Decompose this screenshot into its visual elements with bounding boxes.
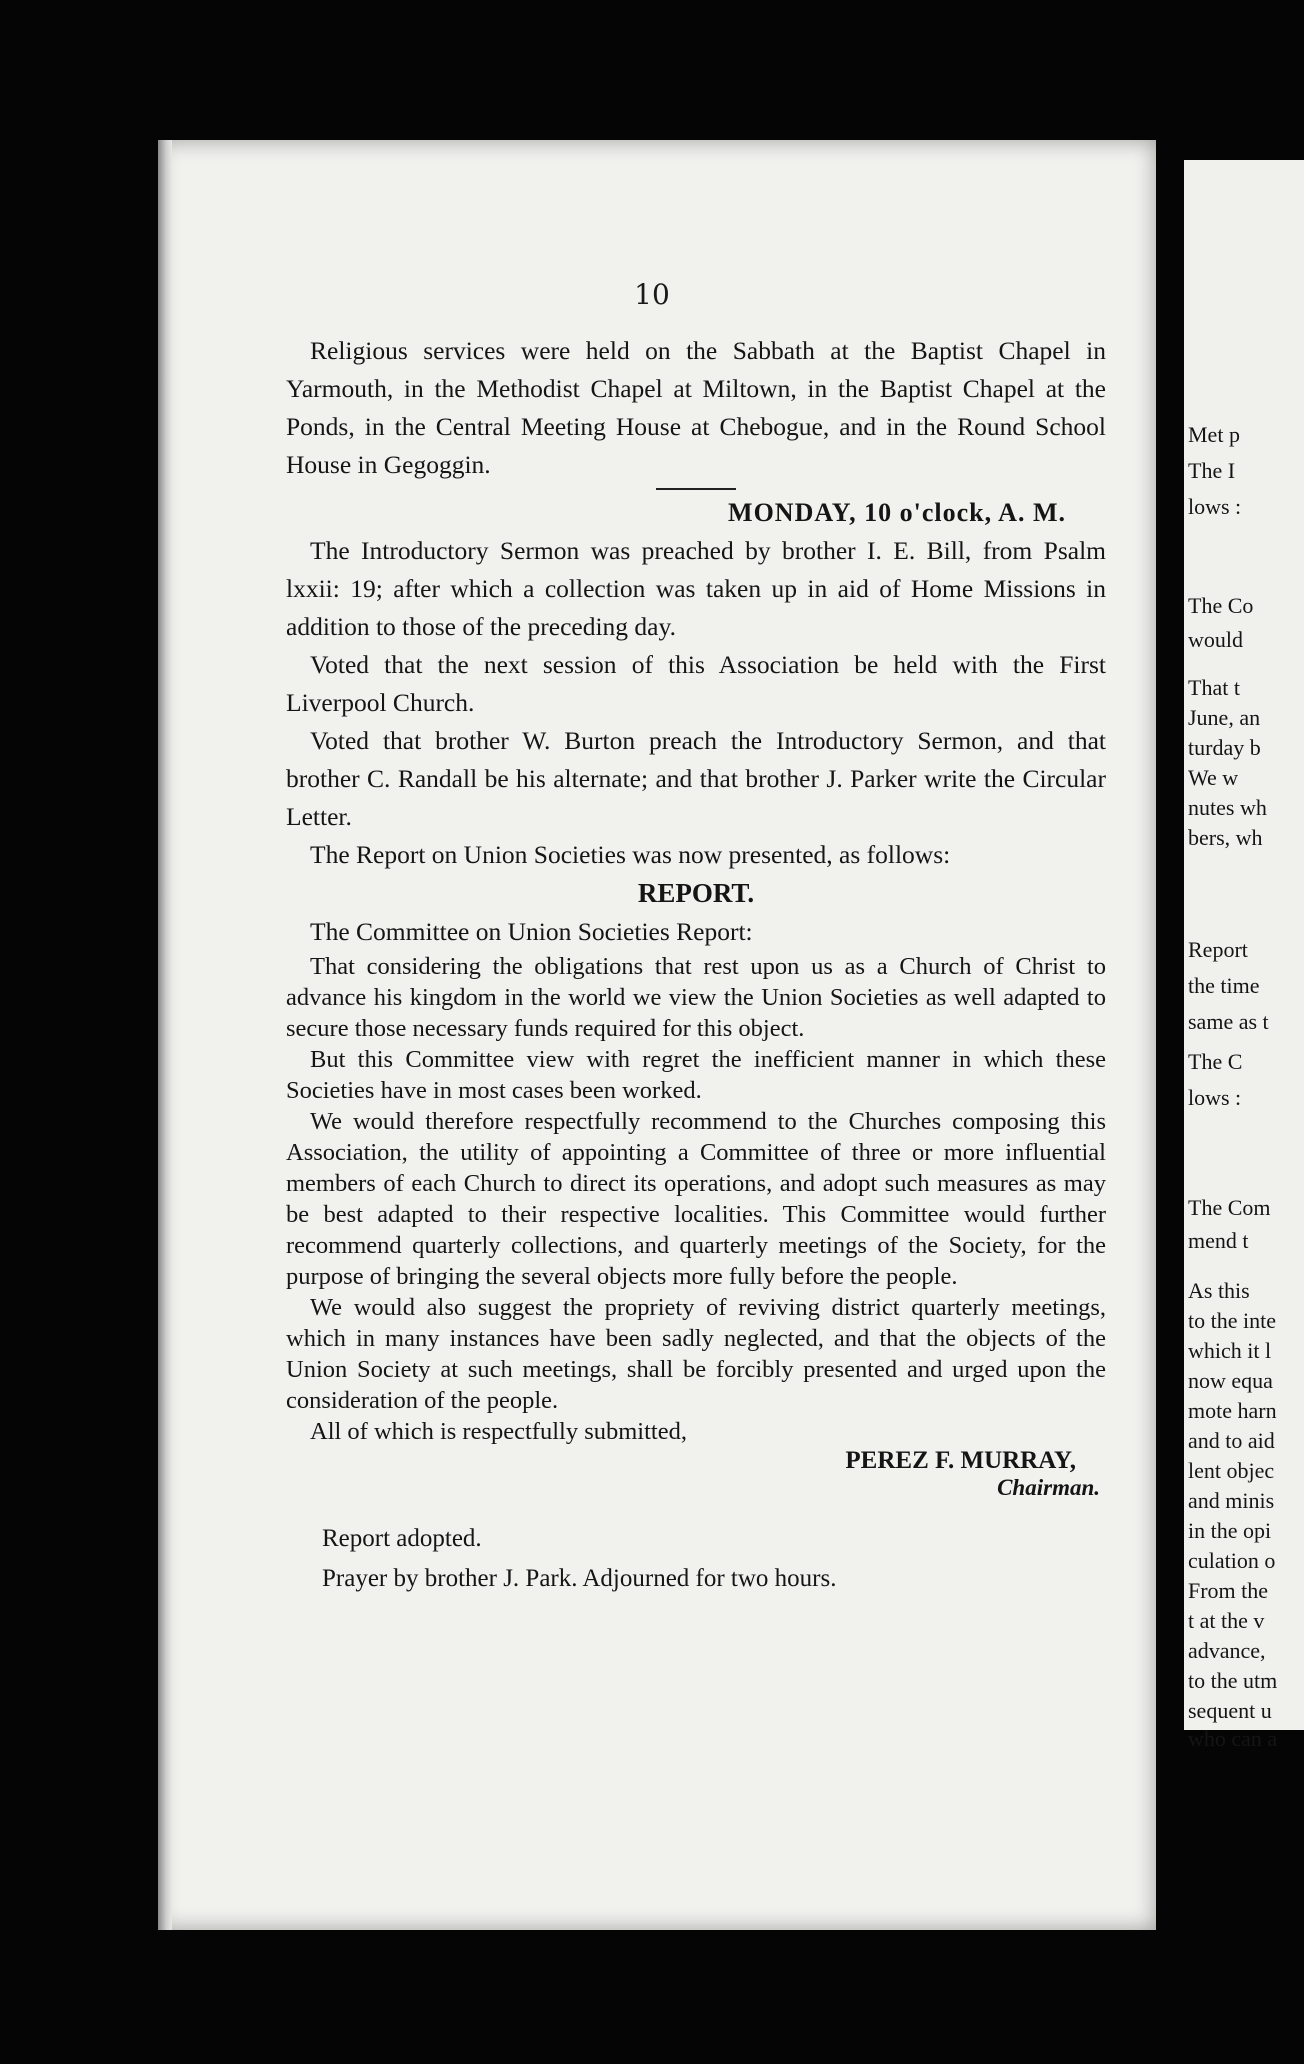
right-page-fragment: Met p <box>1188 422 1240 447</box>
page-number: 10 <box>634 278 670 311</box>
right-page-fragment: lows : <box>1188 1085 1242 1110</box>
right-page-fragment: in the opi <box>1188 1518 1272 1543</box>
report-paragraph: But this Committee view with regret the inefficient manner in which these Societies have in most cases been worked. <box>286 1046 1106 1104</box>
right-page-fragment: The I <box>1188 458 1236 483</box>
paragraph-introductory-sermon: The Introductory Sermon was preached by brother I. E. Bill, from Psalm lxxii: 19; after which a collection was taken up in aid of Home Missions in addition to those of the preceding day. <box>286 536 1106 641</box>
signature: PEREZ F. MURRAY, <box>845 1447 1076 1474</box>
report-title: REPORT. <box>637 878 755 908</box>
right-page-fragment: June, an <box>1188 705 1261 730</box>
right-page-fragment: and to aid <box>1188 1428 1275 1453</box>
right-page-fragment: That t <box>1188 675 1240 700</box>
monday-heading: MONDAY, 10 o'clock, A. M. <box>728 498 1066 527</box>
right-page-fragment: We w <box>1188 765 1239 790</box>
right-page-fragment: bers, wh <box>1188 825 1263 850</box>
right-page-fragment: now equa <box>1188 1368 1273 1393</box>
right-page-fragment: to the utm <box>1188 1668 1278 1693</box>
right-page-fragment: culation o <box>1188 1548 1276 1573</box>
right-page-fragment: turday b <box>1188 735 1261 760</box>
right-page-fragment: sequent u <box>1188 1698 1272 1723</box>
section-divider <box>656 488 736 490</box>
signature-title: Chairman. <box>997 1475 1100 1500</box>
report-paragraph: We would also suggest the propriety of reviving district quarterly meetings, which in many instances have been sadly neglected, and that the objects of the Union Society at such meetings, shall be forcibly presented and urged upon the consideration of the people. <box>286 1294 1106 1414</box>
report-paragraph: That considering the obligations that rest upon us as a Church of Christ to advance his kingdom in the world we view the Union Societies as well adapted to secure those necessary funds required for this object. <box>286 953 1106 1042</box>
right-page-fragment: same as t <box>1188 1009 1269 1034</box>
prayer-adjourned: Prayer by brother J. Park. Adjourned for two hours. <box>322 1565 837 1592</box>
report-paragraph: We would therefore respectfully recommend to the Churches composing this Association, the utility of appointing a Committee of three or more influential members of each Church to direct its operations, and adopt such measures as may be best adapted to their respective localities. This Committee would further recommend quarterly collections, and quarterly meetings of the Society, for the purpose of bringing the several objects more fully before the people. <box>286 1108 1106 1290</box>
right-page-fragment: which it l <box>1188 1338 1272 1363</box>
right-page-fragment: lent objec <box>1188 1458 1275 1483</box>
right-page-fragment: who can a <box>1188 1726 1278 1751</box>
right-page-fragment: mote harn <box>1188 1398 1277 1423</box>
right-page-fragment: The Co <box>1188 593 1254 618</box>
paragraph-report-presented: The Report on Union Societies was now presented, as follows: <box>310 840 951 869</box>
right-page-fragment: From the <box>1188 1578 1269 1603</box>
right-page-fragment: would <box>1188 627 1243 652</box>
right-page-fragment: The Com <box>1188 1195 1271 1220</box>
right-page-edge <box>1184 160 1304 1751</box>
report-intro: The Committee on Union Societies Report: <box>310 917 753 946</box>
right-page-fragment: mend t <box>1188 1228 1249 1253</box>
right-page-fragment: advance, <box>1188 1638 1266 1663</box>
right-page-fragment: the time <box>1188 973 1260 998</box>
paragraph-preacher-vote: Voted that brother W. Burton preach the Introductory Sermon, and that brother C. Randall be his alternate; and that brother J. Parker write the Circular Letter. <box>286 726 1106 831</box>
right-page-fragment: nutes wh <box>1188 795 1267 820</box>
report-adopted: Report adopted. <box>322 1525 482 1552</box>
report-paragraph: All of which is respectfully submitted, <box>310 1418 687 1445</box>
right-page-fragment: As this <box>1188 1278 1250 1303</box>
right-page-fragment: t at the v <box>1188 1608 1265 1633</box>
page-body <box>286 332 1106 1599</box>
right-page-fragment: and minis <box>1188 1488 1275 1513</box>
paragraph-next-session: Voted that the next session of this Association be held with the First Liverpool Church. <box>286 650 1106 717</box>
page-gutter <box>158 140 172 1930</box>
right-page-fragment: lows : <box>1188 494 1242 519</box>
right-page-fragment: The C <box>1188 1049 1243 1074</box>
right-page-fragment: to the inte <box>1188 1308 1276 1333</box>
paragraph-religious-services: Religious services were held on the Sabbath at the Baptist Chapel in Yarmouth, in the Methodist Chapel at Miltown, in the Baptist Chapel at the Ponds, in the Central Meeting House at Chebogue, and in the Round School House in Gegoggin. <box>286 336 1106 479</box>
right-page-fragment: Report <box>1188 937 1248 962</box>
